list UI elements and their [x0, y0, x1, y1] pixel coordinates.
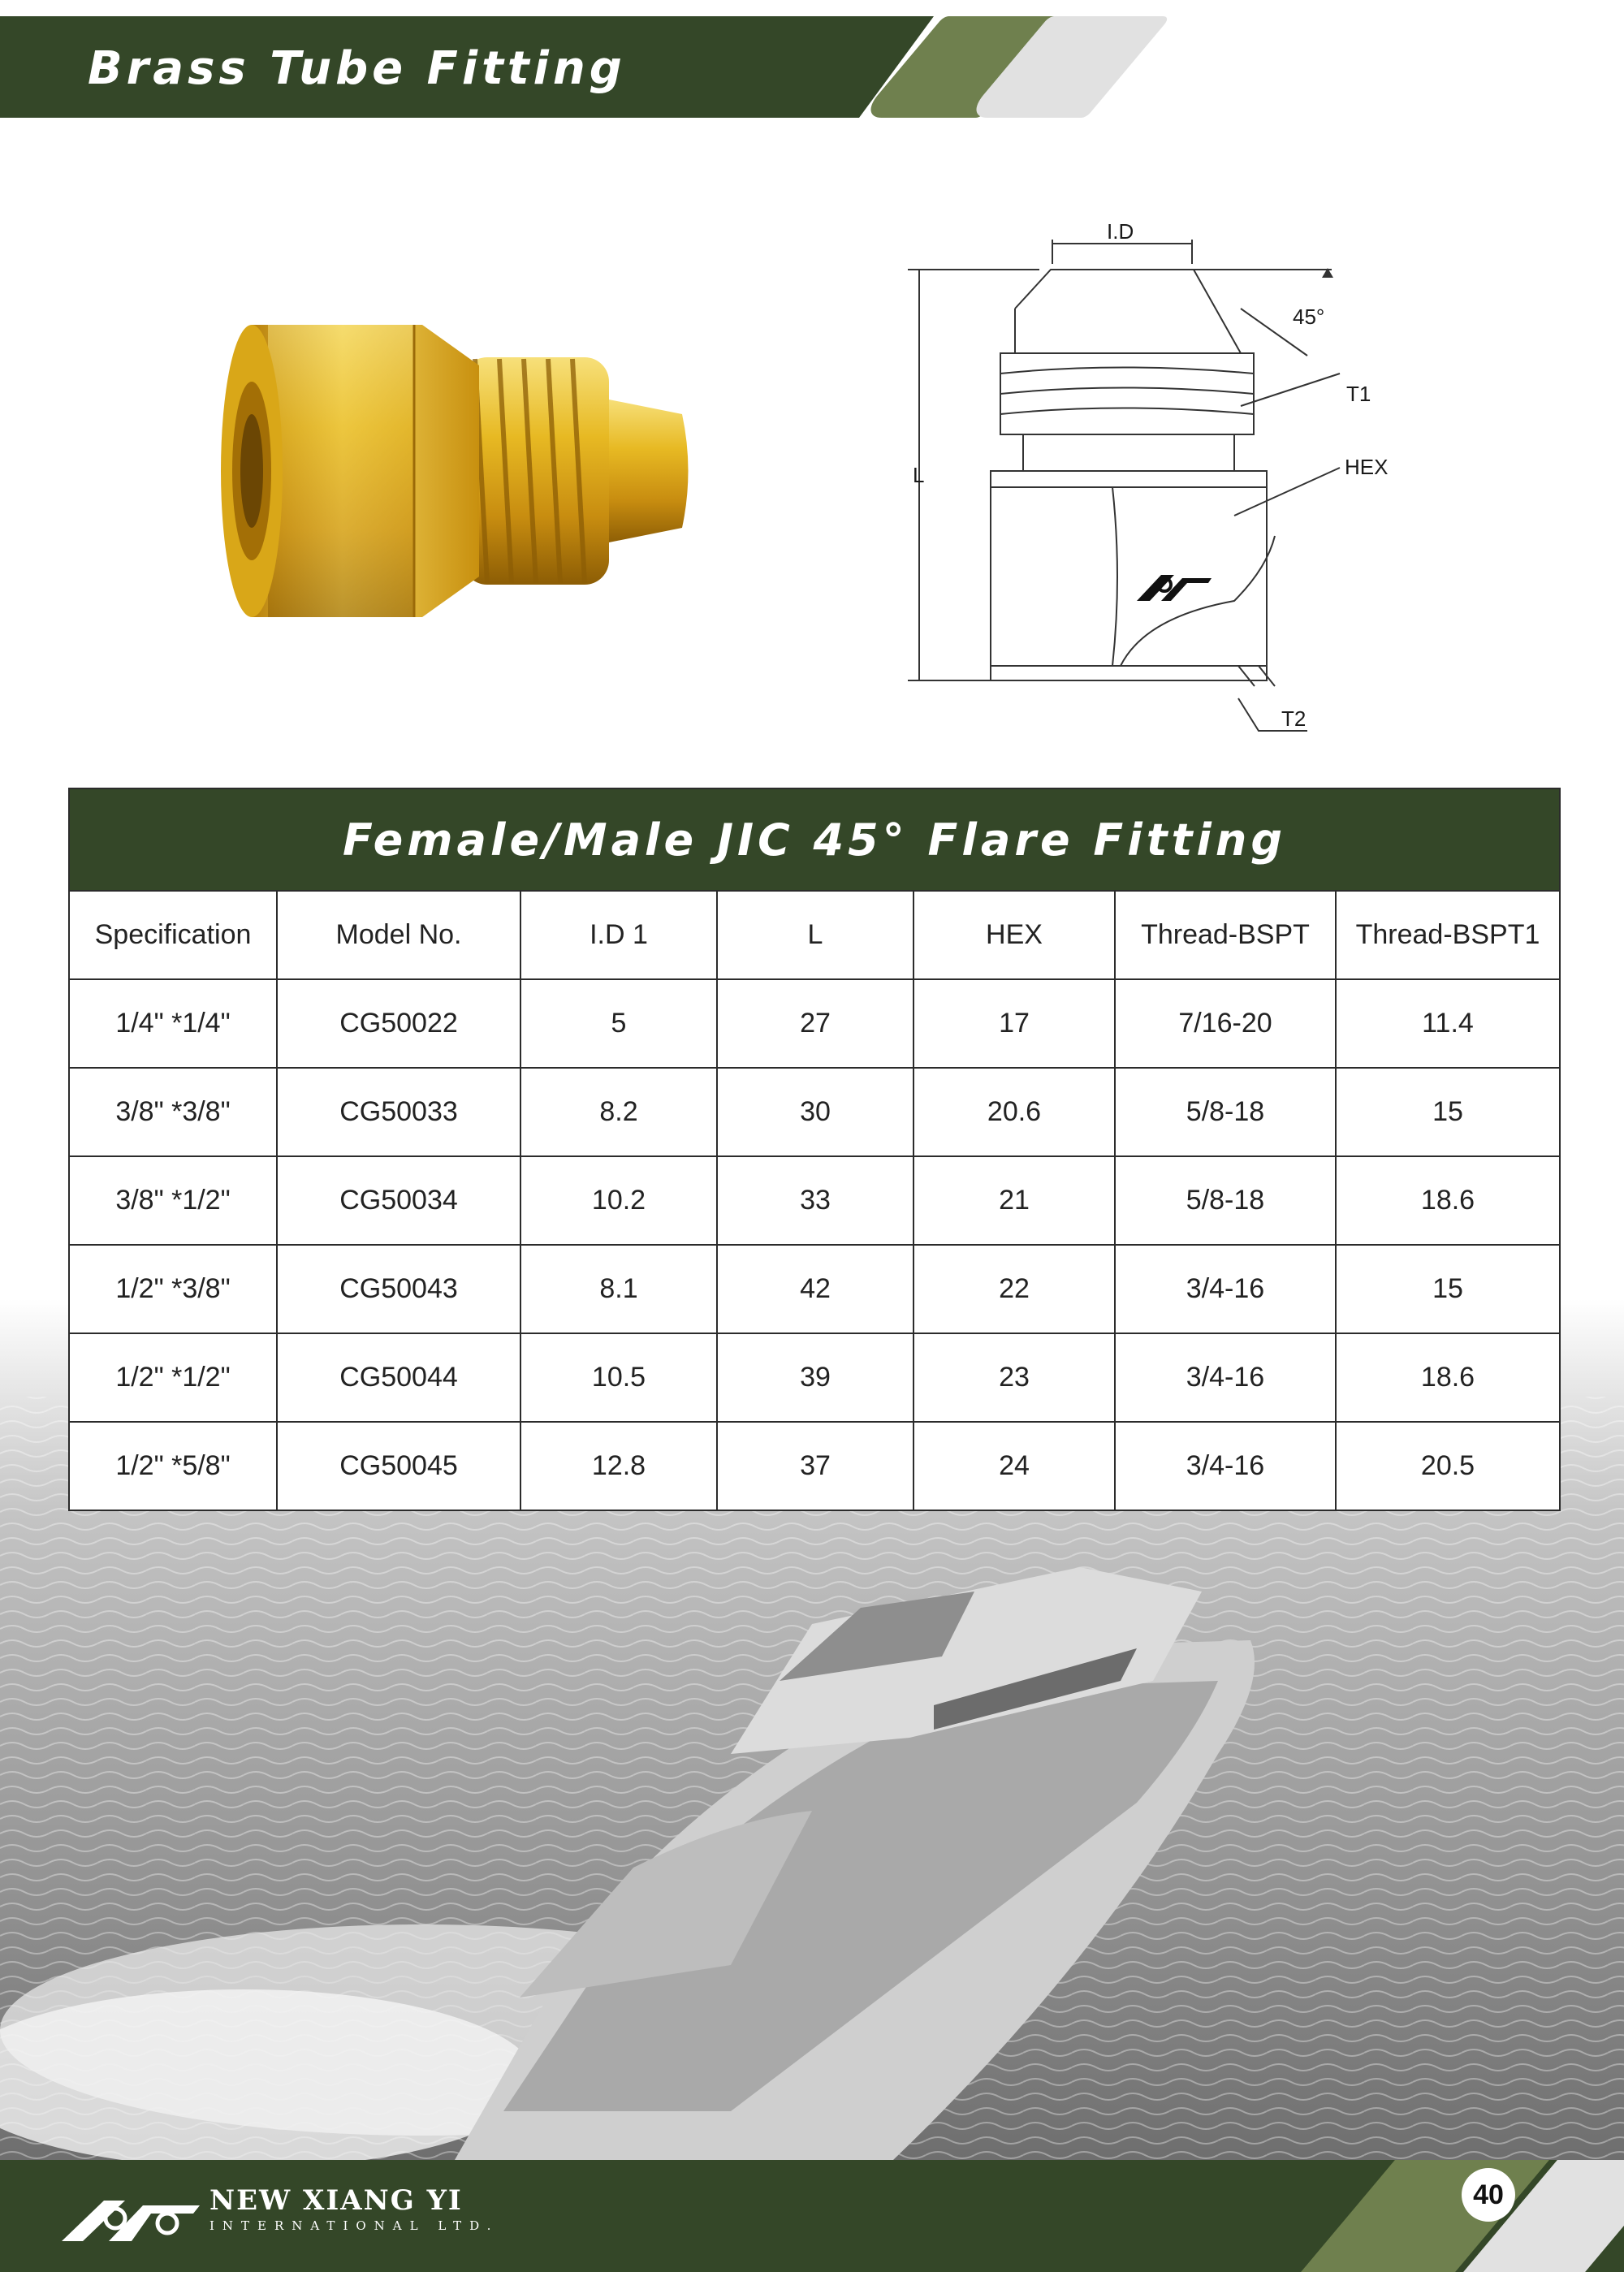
table-cell: CG50034 — [277, 1156, 520, 1245]
technical-drawing — [877, 211, 1462, 747]
table-row — [69, 1156, 1560, 1245]
table-header-row — [69, 891, 1560, 979]
table-cell: 5/8-18 — [1115, 1156, 1336, 1245]
column-header: Thread-BSPT1 — [1336, 891, 1560, 979]
product-photo — [219, 309, 690, 633]
table-cell: 33 — [717, 1156, 914, 1245]
table-cell: CG50044 — [277, 1333, 520, 1422]
table-cell: 18.6 — [1336, 1333, 1560, 1422]
column-header: Specification — [69, 891, 277, 979]
table-cell: 3/4-16 — [1115, 1422, 1336, 1510]
company-subtitle: INTERNATIONAL LTD. — [209, 2218, 499, 2233]
angle-label: 45° — [1293, 305, 1325, 329]
table-cell: 1/4" *1/4" — [69, 979, 277, 1068]
table-cell: 24 — [914, 1422, 1115, 1510]
table-cell: 15 — [1336, 1068, 1560, 1156]
table-cell: CG50043 — [277, 1245, 520, 1333]
table-cell: 3/4-16 — [1115, 1333, 1336, 1422]
company-logo-icon — [62, 2176, 224, 2249]
table-cell: 7/16-20 — [1115, 979, 1336, 1068]
table-cell: 30 — [717, 1068, 914, 1156]
column-header: HEX — [914, 891, 1115, 979]
page-number: 40 — [1462, 2168, 1515, 2222]
table-cell: CG50033 — [277, 1068, 520, 1156]
table-cell: 20.6 — [914, 1068, 1115, 1156]
table-row — [69, 1245, 1560, 1333]
table-cell: 20.5 — [1336, 1422, 1560, 1510]
table-row — [69, 1333, 1560, 1422]
table-cell: 5 — [520, 979, 717, 1068]
table-cell: 10.2 — [520, 1156, 717, 1245]
table-cell: 42 — [717, 1245, 914, 1333]
table-cell: 23 — [914, 1333, 1115, 1422]
length-label: L — [913, 463, 925, 487]
column-header: L — [717, 891, 914, 979]
table-row — [69, 1068, 1560, 1156]
table-cell: 21 — [914, 1156, 1115, 1245]
table-title: Female/Male JIC 45° Flare Fitting — [69, 788, 1560, 891]
company-name: NEW XIANG YI — [209, 2184, 463, 2217]
table-cell: 1/2" *3/8" — [69, 1245, 277, 1333]
table-cell: CG50045 — [277, 1422, 520, 1510]
table-cell: 12.8 — [520, 1422, 717, 1510]
column-header: Thread-BSPT — [1115, 891, 1336, 979]
table-cell: 8.1 — [520, 1245, 717, 1333]
page-title: Brass Tube Fitting — [88, 42, 626, 95]
table-cell: 11.4 — [1336, 979, 1560, 1068]
id-dimension-label: I.D — [1107, 219, 1134, 244]
table-cell: CG50022 — [277, 979, 520, 1068]
table-cell: 8.2 — [520, 1068, 717, 1156]
t2-label: T2 — [1281, 706, 1307, 731]
column-header: I.D 1 — [520, 891, 717, 979]
table-cell: 39 — [717, 1333, 914, 1422]
spec-table — [68, 788, 1561, 1511]
table-cell: 5/8-18 — [1115, 1068, 1336, 1156]
table-cell: 37 — [717, 1422, 914, 1510]
table-cell: 27 — [717, 979, 914, 1068]
hex-label: HEX — [1345, 455, 1389, 479]
t1-label: T1 — [1346, 382, 1371, 406]
table-cell: 1/2" *1/2" — [69, 1333, 277, 1422]
column-header: Model No. — [277, 891, 520, 979]
table-cell: 3/8" *1/2" — [69, 1156, 277, 1245]
table-title-row — [69, 788, 1560, 891]
table-row — [69, 1422, 1560, 1510]
table-cell: 22 — [914, 1245, 1115, 1333]
table-cell: 10.5 — [520, 1333, 717, 1422]
table-cell: 17 — [914, 979, 1115, 1068]
table-cell: 18.6 — [1336, 1156, 1560, 1245]
table-cell: 1/2" *5/8" — [69, 1422, 277, 1510]
table-cell: 3/8" *3/8" — [69, 1068, 277, 1156]
table-cell: 3/4-16 — [1115, 1245, 1336, 1333]
table-cell: 15 — [1336, 1245, 1560, 1333]
table-row — [69, 979, 1560, 1068]
